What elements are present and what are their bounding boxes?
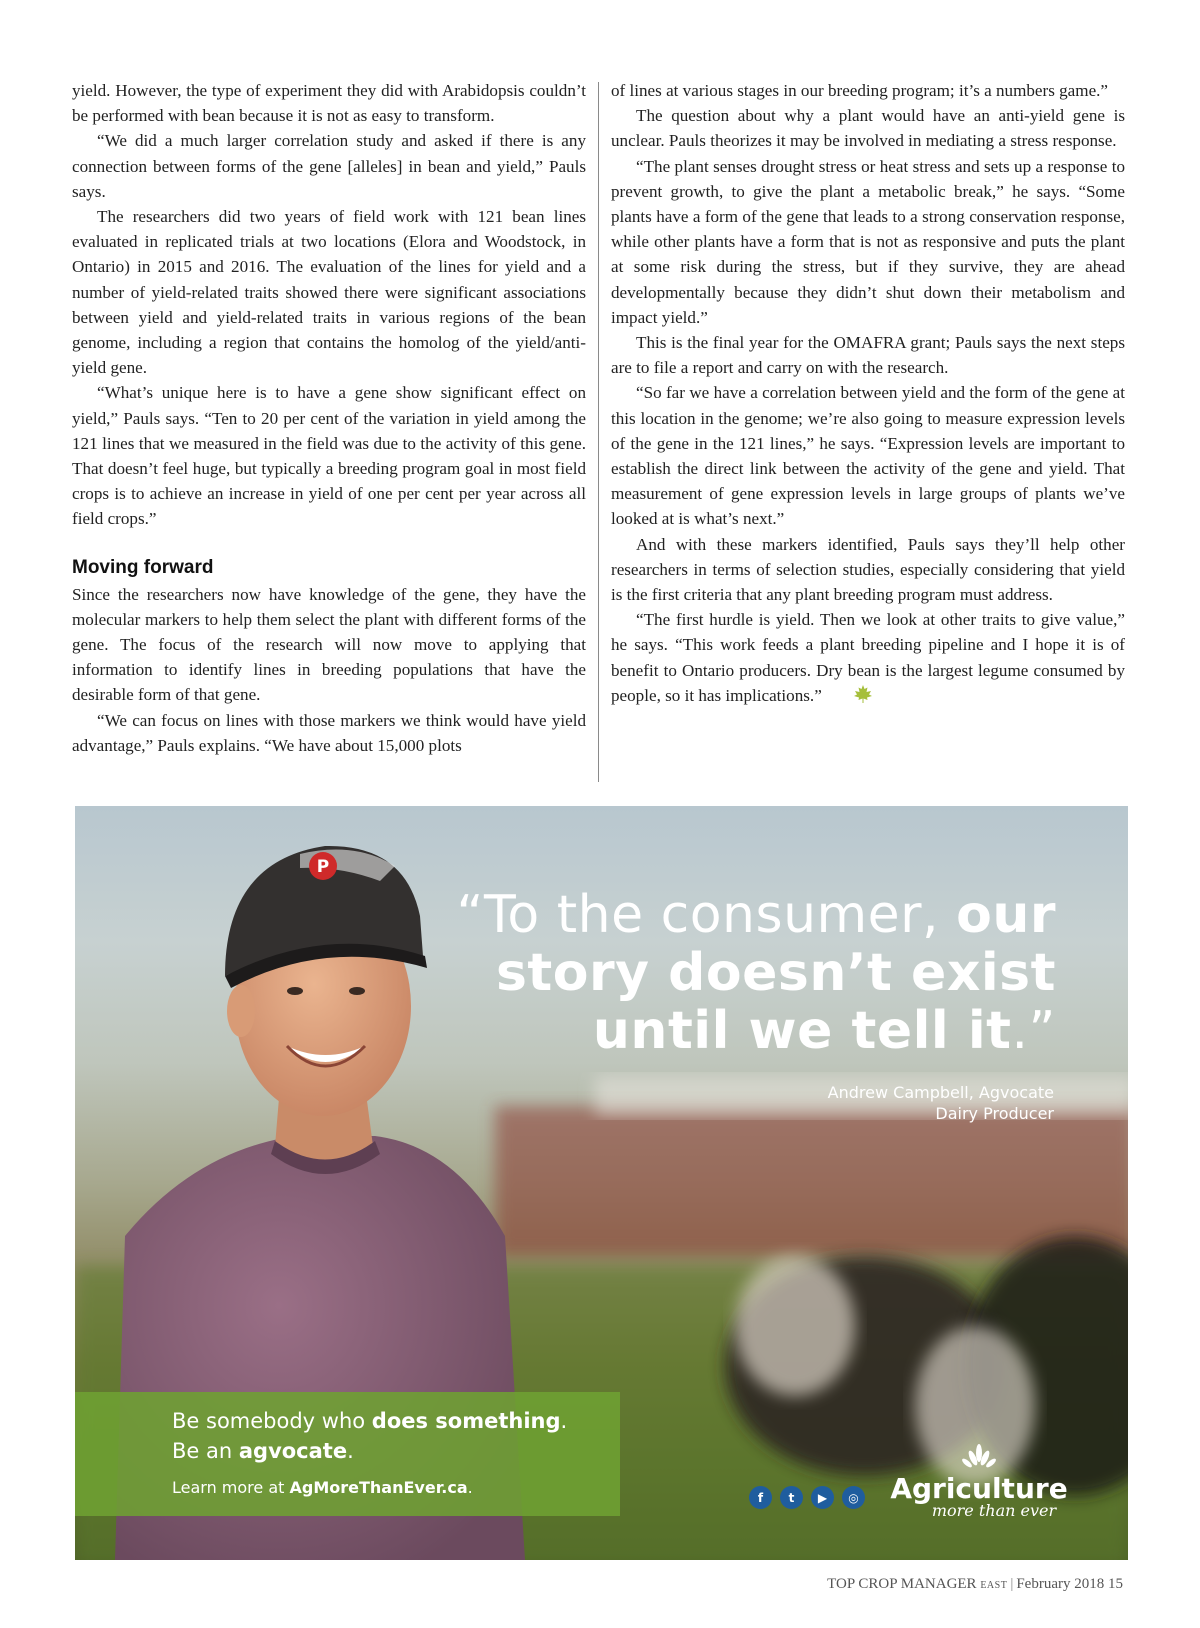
cta-line-1 [172,1406,620,1436]
article-paragraph: “So far we have a correlation between yield and the form of the gene at this location in the genome; we’re also going to measure expression levels of the gene in the 121 lines,” he says. “Expression levels are important to establish the direct link between the activity of the gene and yield. That measurement of gene expression levels in large groups of plants we’ve looked at is what’s next.” [611,383,1125,529]
advertisement [75,806,1128,1560]
facebook-icon[interactable]: f [749,1486,772,1509]
column-divider [598,82,599,782]
footer-separator: | [1010,1576,1014,1592]
cta-text-bold: does something [371,1409,561,1433]
social-icons [749,1486,865,1509]
article-paragraph-text: “The first hurdle is yield. Then we look at other traits to give value,” he says. “This work feeds a plant breeding pipeline and I hope it is of benefit to Ontario producers. Dry bean is the largest legume consumed by people, so it has implications.” [611,610,1125,705]
article-paragraph-last [611,607,1125,711]
youtube-icon[interactable]: ▶ [811,1486,834,1509]
section-heading: Moving forward [72,556,214,578]
article-paragraph: of lines at various stages in our breeding program; it’s a numbers game.” [611,81,1109,100]
article-paragraph: The question about why a plant would have an anti-yield gene is unclear. Pauls theorizes it may be involved in mediating a stress response. [611,106,1125,151]
cta-text: . [560,1409,568,1433]
article-paragraph: “What’s unique here is to have a gene show significant effect on yield,” Pauls says. “Ten to 20 per cent of the variation in yield among the 121 lines that we measured in the field was due to the activity of this gene. That doesn’t feel huge, but typically a breeding program goal in most field crops is to achieve an increase in yield of one per cent per year across all field crops.” [72,383,586,529]
article-paragraph: “We can focus on lines with those markers we think would have yield advantage,” Pauls explains. “We have about 15,000 plots [72,710,586,755]
article-paragraph: “We did a much larger correlation study and asked if there is any connection between forms of the gene [alleles] in bean and yield,” Pauls says. [72,131,586,201]
article-paragraph: This is the final year for the OMAFRA grant; Pauls says the next steps are to file a report and carry on with the research. [611,333,1125,378]
article-paragraph: The researchers did two years of field work with 121 bean lines evaluated in replicated trials at two locations (Elora and Woodstock, in Ontario) in 2015 and 2016. The evaluation of the lines for yield and a number of yield-related traits showed there were significant associations between yield and yield-related traits in various regions of the bean genome, including a region that contains the homolog of the yield/anti-yield gene. [72,207,586,378]
page-footer [827,1576,1123,1593]
ad-call-to-action [75,1392,620,1516]
ad-attribution-role: Dairy Producer [935,1104,1054,1123]
twitter-icon[interactable]: t [780,1486,803,1509]
cta-learn-text: . [467,1478,473,1497]
maple-leaf-end-icon [828,684,873,711]
issue-date: February 2018 [1016,1576,1105,1592]
logo-tagline: more than ever [931,1501,1057,1520]
ad-quote [416,886,1056,1060]
article-column-right [611,78,1125,711]
ad-quote-close: .” [1011,1001,1056,1061]
article-column-left [72,78,586,758]
cta-text: Be an [172,1439,239,1463]
ad-attribution-name: Andrew Campbell, Agvocate [827,1083,1054,1102]
cta-learn-text: Learn more at [172,1478,290,1497]
ad-quote-open: “To the consumer, [456,885,957,945]
article-paragraph: “The plant senses drought stress or heat stress and sets up a response to prevent growth, to give the plant a metabolic break,” he says. “Some plants have a form of the gene that leads to a strong conservation response, while other plants have a form that is not as responsive and puts the plant at some risk during the stress, but if they survive, they are ahead developmentally because they didn’t shut down their metabolism and impact yield.” [611,156,1125,327]
ad-attribution [828,1082,1054,1124]
publication-edition: EAST [980,1580,1008,1591]
cta-text-bold: agvocate [238,1439,348,1463]
agriculture-logo [889,1444,1069,1520]
publication-name: TOP CROP MANAGER [827,1576,977,1592]
cap-logo: P [316,857,330,877]
cta-learn-more [172,1478,620,1497]
ad-quote-bold: our story doesn’t exist until we tell it [495,885,1056,1061]
page-number: 15 [1108,1576,1123,1592]
wheat-icon [959,1444,999,1470]
article-paragraph: Since the researchers now have knowledge of the gene, they have the molecular markers to help them select the plant with different forms of the gene. The focus of the research will now move to applying that information to identify lines in breeding populations that have the desirable form of that gene. [72,584,586,705]
cta-text: Be somebody who [172,1409,372,1433]
cta-text: . [347,1439,354,1463]
instagram-icon[interactable]: ◎ [842,1486,865,1509]
article-paragraph: yield. However, the type of experiment they did with Arabidopsis couldn’t be performed with bean because it is not as easy to transform. [72,81,586,126]
logo-wordmark: Agriculture [890,1472,1068,1505]
cta-line-2 [172,1436,620,1466]
article-paragraph: And with these markers identified, Pauls says they’ll help other researchers in terms of selection studies, especially considering that yield is the first criteria that any plant breeding program must address. [611,534,1125,605]
website-link[interactable]: AgMoreThanEver.ca [289,1478,468,1497]
